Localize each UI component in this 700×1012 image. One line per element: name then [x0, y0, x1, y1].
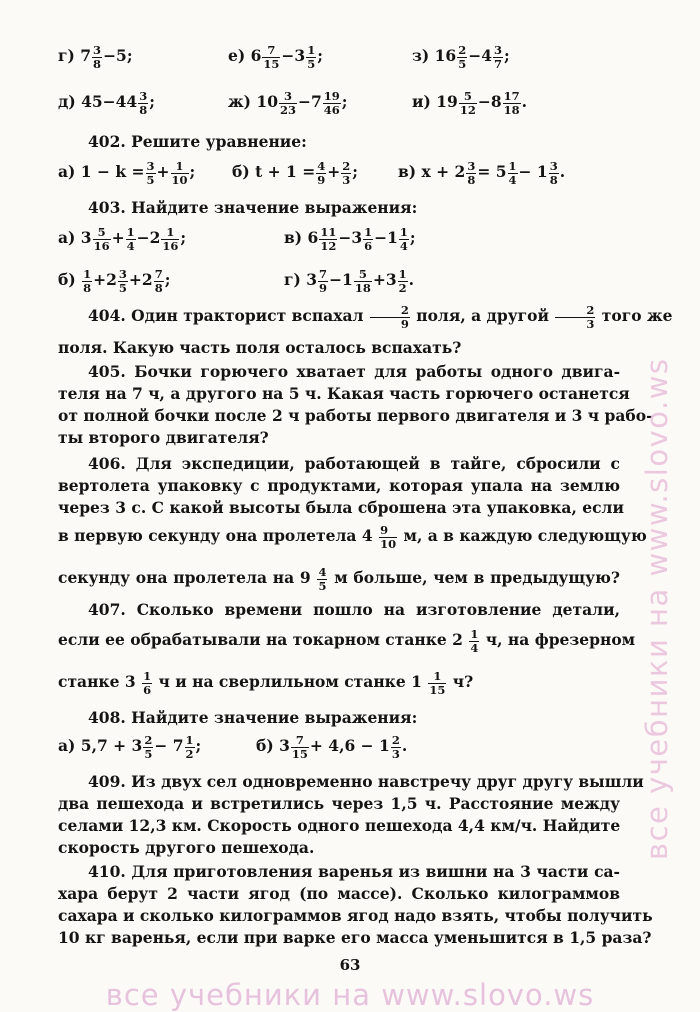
ex406-line-2: вертолета упаковку с продуктами, которая упала на землю	[58, 476, 620, 495]
ex401-item-zh: ж) 10 $\frac{3}{23}$ −7 $\frac{19}{46}$ ;	[228, 89, 348, 117]
ex404-line-2: поля. Какую часть поля осталось вспахать?	[58, 338, 462, 357]
ex406-line-5: секунду она пролетела на 9 $\frac{4}{5}$ м больше, чем в предыдущую?	[58, 565, 621, 593]
ex403-item-g: г) 3 $\frac{7}{9}$ −1 $\frac{5}{18}$ +3 $\frac{1}{2}$ .	[284, 267, 415, 295]
item-label: а)	[58, 736, 76, 756]
ex401-item-g: г) 7 $\frac{3}{8}$ −5;	[58, 43, 133, 71]
ex410-line-2: хара берут 2 части ягод (по массе). Сколько килограммов	[58, 884, 620, 903]
fraction: $\frac{2}{9}$	[370, 304, 410, 330]
fraction: $\frac{1}{5}$	[307, 43, 316, 71]
item-label: б)	[256, 736, 274, 756]
item-label: г)	[284, 270, 301, 290]
item-label: и)	[412, 92, 431, 112]
ex405-line-1: 405. Бочки горючего хватает для работы одного двига-	[88, 362, 620, 381]
fraction: $\frac{1}{16}$	[162, 225, 179, 253]
side-watermark: все учебники на www.slovo.ws	[640, 357, 674, 860]
fraction: $\frac{1}{10}$	[171, 159, 188, 187]
fraction: $\frac{1}{6}$	[364, 225, 373, 253]
ex402-equation-c: в) x + 2 $\frac{3}{8}$ = 5 $\frac{1}{4}$ − 1 $\frac{3}{8}$ .	[398, 159, 566, 187]
ex408-item-a: а) 5,7 + 3 $\frac{2}{5}$ − 7 $\frac{1}{2}$ ;	[58, 733, 202, 761]
fraction: $\frac{1}{4}$	[470, 627, 479, 655]
ex401-item-e: е) 6 $\frac{7}{15}$ −3 $\frac{1}{5}$ ;	[228, 43, 323, 71]
fraction: $\frac{1}{4}$	[126, 225, 135, 253]
fraction: $\frac{1}{4}$	[399, 225, 408, 253]
fraction: $\frac{17}{18}$	[503, 89, 520, 117]
ex409-line-2: два пешехода и встретились через 1,5 ч. Расстояние между	[58, 794, 620, 813]
ex409-line-3: селами 12,3 км. Скорость одного пешехода 4,4 км/ч. Найдите	[58, 816, 621, 835]
ex404-line-1: 404. Один тракторист вспахал $\frac{2}{9}$ поля, а другой $\frac{2}{3}$ того же	[88, 303, 673, 331]
fraction: $\frac{3}{8}$	[467, 159, 476, 187]
fraction: $\frac{2}{3}$	[391, 733, 400, 761]
ex409-line-4: скорость другого пешехода.	[58, 838, 315, 857]
ex402-equation-b: б) t + 1 = $\frac{4}{9}$ + $\frac{2}{3}$ ;	[232, 159, 358, 187]
fraction: $\frac{1}{15}$	[429, 669, 446, 697]
item-label: г)	[58, 46, 75, 66]
item-label: в)	[398, 162, 417, 182]
ex407-line-2: если ее обрабатывали на токарном станке 2 $\frac{1}{4}$ ч, на фрезерном	[58, 627, 636, 655]
ex402-heading: 402. Решите уравнение:	[88, 132, 307, 151]
fraction: $\frac{1}{2}$	[185, 733, 194, 761]
fraction: $\frac{9}{10}$	[380, 523, 397, 551]
fraction: $\frac{2}{3}$	[555, 304, 595, 330]
item-label: в)	[284, 228, 303, 248]
item-label: б)	[232, 162, 250, 182]
item-label: е)	[228, 46, 246, 66]
item-label: а)	[58, 228, 76, 248]
ex405-line-2: теля на 7 ч, а другого на 5 ч. Какая часть горючего останется	[58, 384, 630, 403]
fraction: $\frac{11}{12}$	[320, 225, 337, 253]
ex407-line-3: станке 3 $\frac{1}{6}$ ч и на сверлильном станке 1 $\frac{1}{15}$ ч?	[58, 669, 474, 697]
fraction: $\frac{4}{9}$	[317, 159, 326, 187]
item-label: з)	[412, 46, 430, 66]
bottom-watermark: все учебники на www.slovo.ws	[105, 978, 595, 1012]
ex408-item-b: б) 3 $\frac{7}{15}$ + 4,6 − 1 $\frac{2}{3}$ .	[256, 733, 408, 761]
ex402-equation-a: а) 1 − k = $\frac{3}{5}$ + $\frac{1}{10}$ ;	[58, 159, 196, 187]
ex401-item-i: и) 19 $\frac{5}{12}$ −8 $\frac{17}{18}$ .	[412, 89, 528, 117]
fraction: $\frac{3}{23}$	[279, 89, 296, 117]
item-label: ж)	[228, 92, 251, 112]
item-label: а)	[58, 162, 76, 182]
ex406-line-1: 406. Для экспедиции, работающей в тайге, сбросили с	[88, 454, 620, 473]
ex409-line-1: 409. Из двух сел одновременно навстречу друг другу вышли	[88, 772, 644, 791]
ex401-item-d: д) 45−44 $\frac{3}{8}$ ;	[58, 89, 155, 117]
fraction: $\frac{7}{15}$	[263, 43, 280, 71]
fraction: $\frac{4}{5}$	[318, 565, 327, 593]
ex401-item-z: з) 16 $\frac{2}{5}$ −4 $\frac{3}{7}$ ;	[412, 43, 510, 71]
ex407-line-1: 407. Сколько времени пошло на изготовление детали,	[88, 600, 620, 619]
fraction: $\frac{3}{7}$	[494, 43, 503, 71]
fraction: $\frac{5}{18}$	[354, 267, 371, 295]
fraction: $\frac{7}{8}$	[154, 267, 163, 295]
ex403-item-a: а) 3 $\frac{5}{16}$ + $\frac{1}{4}$ −2 $\frac{1}{16}$ ;	[58, 225, 187, 253]
ex405-line-3: от полной бочки после 2 ч работы первого двигателя и 3 ч рабо-	[58, 406, 653, 425]
ex405-line-4: ты второго двигателя?	[58, 428, 269, 447]
ex403-item-v: в) 6 $\frac{11}{12}$ −3 $\frac{1}{6}$ −1 $\frac{1}{4}$ ;	[284, 225, 416, 253]
fraction: $\frac{3}{8}$	[139, 89, 148, 117]
ex410-line-1: 410. Для приготовления варенья из вишни на 3 части са-	[88, 862, 620, 881]
fraction: $\frac{3}{8}$	[93, 43, 102, 71]
fraction: $\frac{2}{5}$	[144, 733, 153, 761]
ex406-line-4: в первую секунду она пролетела 4 $\frac{9}{10}$ м, а в каждую следующую	[58, 523, 647, 551]
fraction: $\frac{5}{12}$	[459, 89, 476, 117]
fraction: $\frac{2}{5}$	[458, 43, 467, 71]
ex408-heading: 408. Найдите значение выражения:	[88, 708, 418, 727]
fraction: $\frac{3}{5}$	[118, 267, 127, 295]
item-label: д)	[58, 92, 76, 112]
fraction: $\frac{1}{6}$	[143, 669, 152, 697]
ex406-line-3: через 3 с. С какой высоты была сброшена эта упаковка, если	[58, 498, 624, 517]
fraction: $\frac{1}{8}$	[83, 267, 92, 295]
fraction: $\frac{3}{5}$	[146, 159, 155, 187]
ex410-line-4: 10 кг варенья, если при варке его масса уменьшится в 1,5 раза?	[58, 928, 652, 947]
ex403-heading: 403. Найдите значение выражения:	[88, 198, 418, 217]
item-label: б)	[58, 270, 76, 290]
ex410-line-3: сахара и сколько килограммов ягод надо взять, чтобы получить	[58, 906, 653, 925]
fraction: $\frac{2}{3}$	[342, 159, 351, 187]
fraction: $\frac{5}{16}$	[93, 225, 110, 253]
fraction: $\frac{7}{9}$	[319, 267, 328, 295]
fraction: $\frac{7}{15}$	[291, 733, 308, 761]
page-number: 63	[339, 956, 361, 974]
fraction: $\frac{3}{8}$	[549, 159, 558, 187]
fraction: $\frac{1}{4}$	[508, 159, 517, 187]
ex403-item-b: б) $\frac{1}{8}$ +2 $\frac{3}{5}$ +2 $\frac{7}{8}$ ;	[58, 267, 171, 295]
fraction: $\frac{19}{46}$	[323, 89, 340, 117]
fraction: $\frac{1}{2}$	[398, 267, 407, 295]
